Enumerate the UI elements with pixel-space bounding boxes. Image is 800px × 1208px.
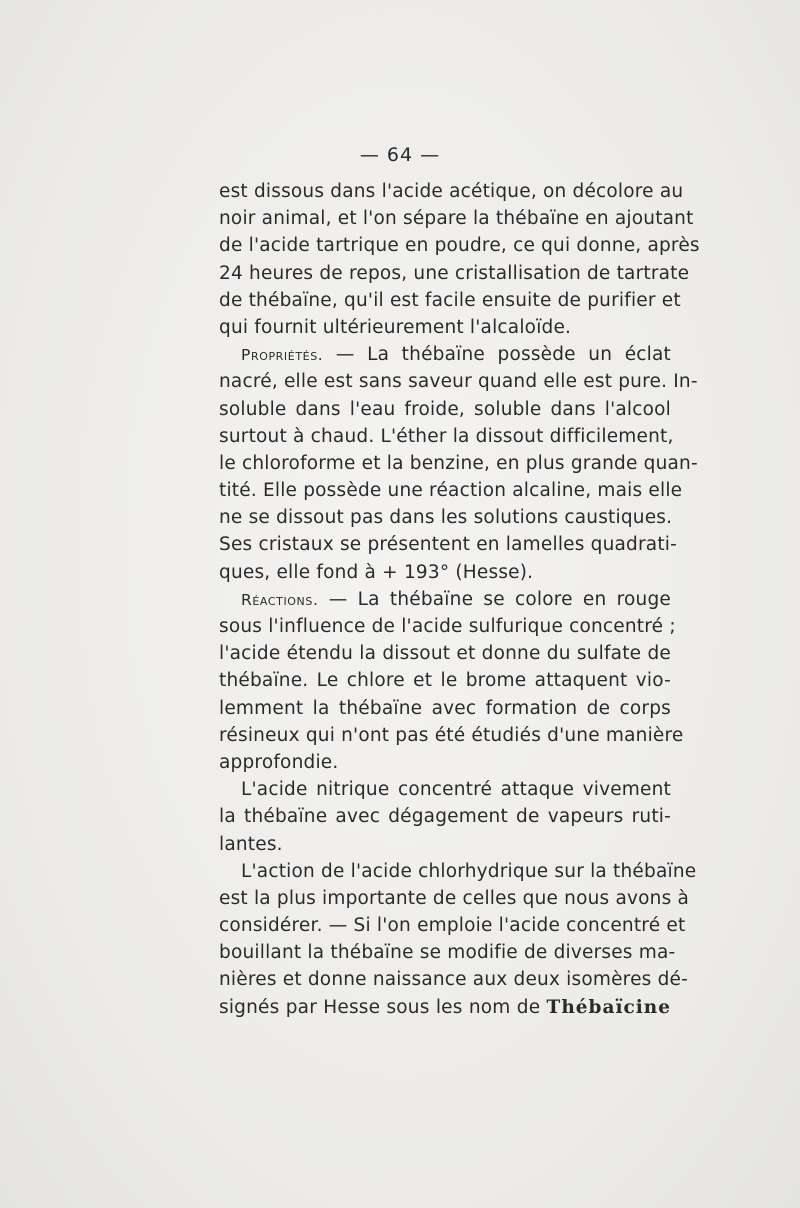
text-line: la thébaïne avec dégagement de vapeurs ruti-	[219, 806, 671, 828]
text-line: 24 heures de repos, une cristallisation de tartrate	[219, 262, 690, 284]
text-line: de thébaïne, qu'il est facile ensuite de purifier et	[219, 289, 681, 311]
text-line: approfondie.	[219, 751, 339, 773]
text-line: Ses cristaux se présentent en lamelles quadrati-	[219, 534, 678, 556]
text-line: qui fournit ultérieurement l'alcaloïde.	[219, 316, 572, 338]
text-line: lantes.	[219, 833, 283, 855]
page-number: — 64 —	[359, 144, 441, 166]
text-line: ques, elle fond à + 193° (Hesse).	[219, 561, 534, 583]
text-line: considérer. — Si l'on emploie l'acide concentré et	[219, 915, 686, 937]
text-line: nières et donne naissance aux deux isomères dé-	[219, 969, 688, 991]
text-line: tité. Elle possède une réaction alcaline, mais elle	[219, 480, 683, 502]
last-line	[219, 994, 671, 1021]
text-line: lemment la thébaïne avec formation de corps	[219, 697, 671, 719]
text-line: — La thébaïne possède un éclat	[335, 344, 671, 366]
paragraph-proprietes	[219, 341, 671, 368]
term-thebaicine: Thébaïcine	[546, 996, 671, 1018]
text-line: ne se dissout pas dans les solutions caustiques.	[219, 507, 673, 529]
text-line: L'action de l'acide chlorhydrique sur la thébaïne	[241, 860, 697, 882]
text-line: est la plus importante de celles que nous avons à	[219, 887, 690, 909]
text-line: L'acide nitrique concentré attaque vivement	[241, 779, 671, 801]
text-line: soluble dans l'eau froide, soluble dans l'alcool	[219, 398, 671, 420]
text-line: surtout à chaud. L'éther la dissout difficilement,	[219, 425, 674, 447]
text-line: de l'acide tartrique en poudre, ce qui donne, après	[219, 235, 700, 257]
text-line: nacré, elle est sans saveur quand elle est pure. In-	[219, 371, 698, 393]
text-line: — La thébaïne se colore en rouge	[328, 588, 671, 610]
text-line: résineux qui n'ont pas été étudiés d'une manière	[219, 724, 684, 746]
body-text	[219, 178, 700, 1021]
text-line: bouillant la thébaïne se modifie de diverses ma-	[219, 942, 676, 964]
paragraph-reactions	[219, 586, 671, 613]
text-line: noir animal, et l'on sépare la thébaïne en ajoutant	[219, 208, 694, 230]
section-heading-reactions: Réactions.	[241, 590, 319, 609]
text-line: thébaïne. Le chlore et le brome attaquent vio-	[219, 670, 671, 692]
text-line: signés par Hesse sous les nom de	[219, 996, 541, 1018]
text-line: sous l'influence de l'acide sulfurique concentré ;	[219, 616, 676, 637]
text-line: est dissous dans l'acide acétique, on décolore au	[219, 181, 684, 202]
text-line: le chloroforme et la benzine, en plus grande quan-	[219, 452, 698, 474]
section-heading-proprietes: Propriétés.	[241, 346, 324, 365]
text-line: l'acide étendu la dissout et donne du sulfate de	[219, 643, 671, 665]
